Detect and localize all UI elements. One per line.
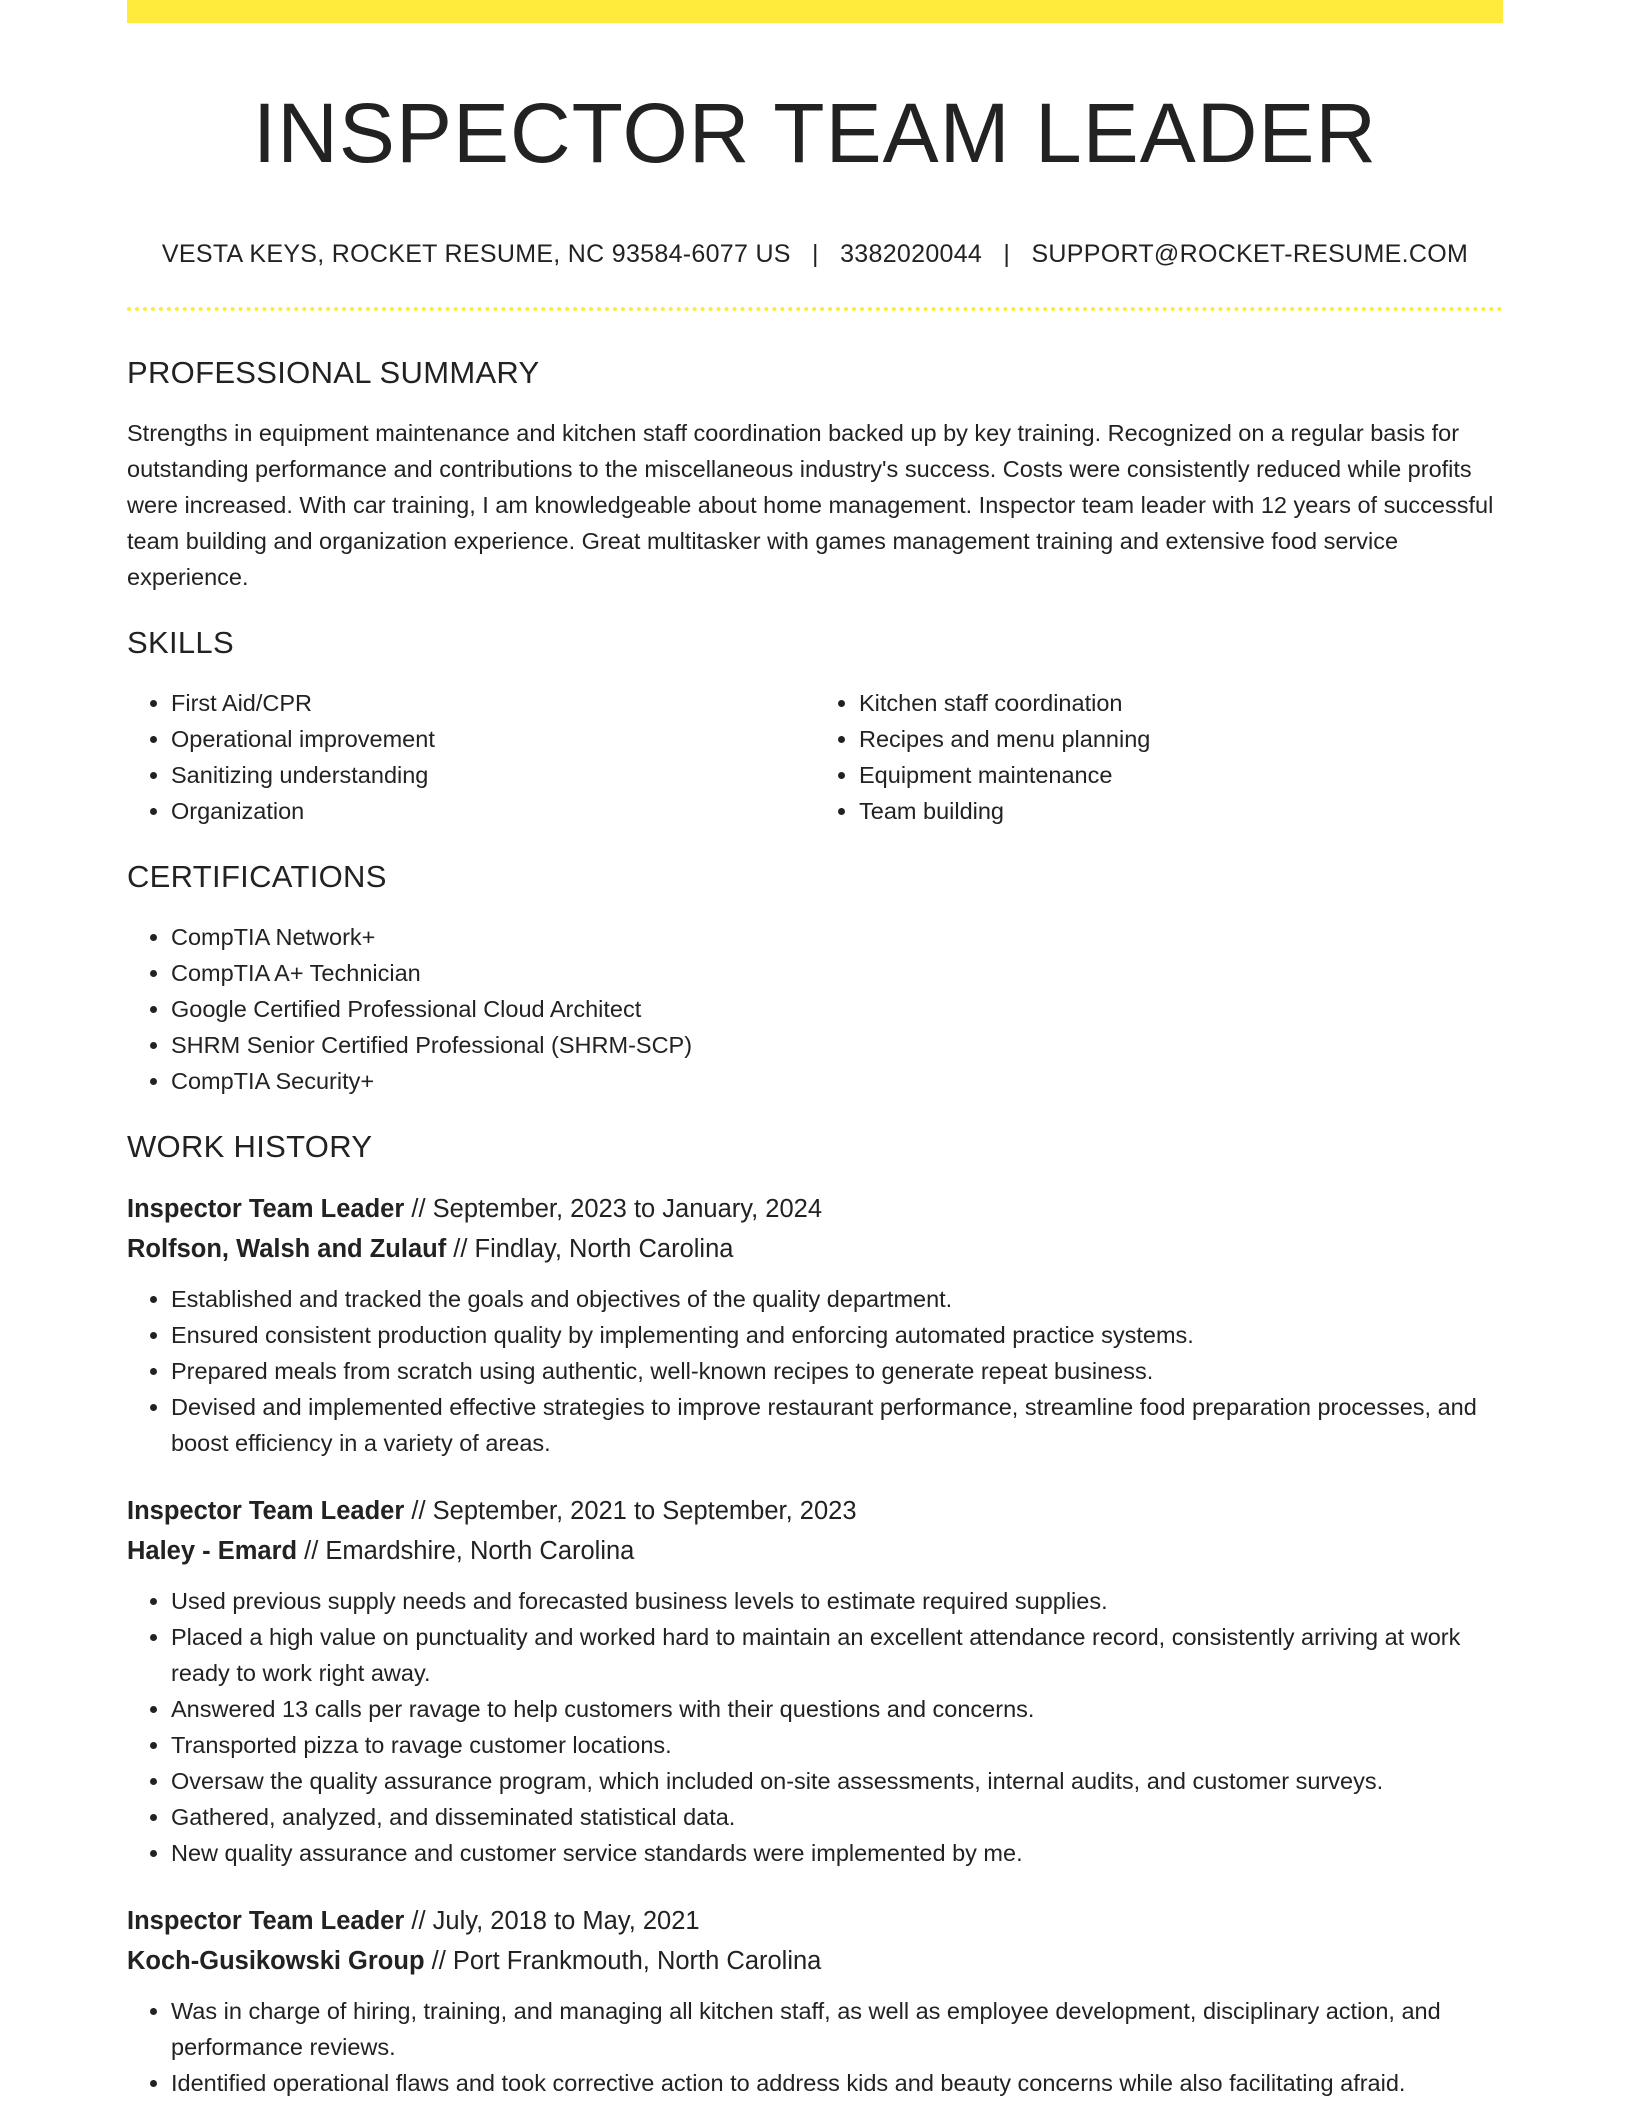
job-title: Inspector Team Leader — [127, 1496, 405, 1525]
job-list — [127, 1189, 1503, 2101]
job-location: // Port Frankmouth, North Carolina — [424, 1946, 822, 1975]
contact-separator: | — [812, 239, 819, 268]
job-title-line — [127, 1189, 1503, 1229]
certifications-section — [127, 859, 1503, 1099]
skills-list-left — [127, 685, 815, 829]
job-company: Rolfson, Walsh and Zulauf — [127, 1234, 447, 1263]
certification-item: • SHRM Senior Certified Professional (SHRM-SCP) — [171, 1027, 1503, 1063]
job-bullets — [127, 1993, 1503, 2101]
job-company: Haley - Emard — [127, 1536, 298, 1565]
job-bullet: • Placed a high value on punctuality and worked hard to maintain an excellent attendance record, consistently arriving at work ready to work right away. — [171, 1619, 1503, 1691]
job-dates: // September, 2023 to January, 2024 — [404, 1194, 823, 1223]
skills-section — [127, 625, 1503, 829]
skill-item: • Equipment maintenance — [859, 757, 1503, 793]
contact-line — [127, 240, 1503, 269]
contact-phone: 3382020044 — [840, 239, 983, 268]
skill-item: • Sanitizing understanding — [171, 757, 815, 793]
skill-item: • Team building — [859, 793, 1503, 829]
job-bullet: • Gathered, analyzed, and disseminated statistical data. — [171, 1799, 1503, 1835]
job-bullet: • Was in charge of hiring, training, and managing all kitchen staff, as well as employee development, disciplinary action, and performance reviews. — [171, 1993, 1503, 2065]
resume-name: INSPECTOR TEAM LEADER — [252, 86, 1378, 180]
job-company: Koch-Gusikowski Group — [127, 1946, 425, 1975]
job-location: // Findlay, North Carolina — [446, 1234, 734, 1263]
job-dates: // July, 2018 to May, 2021 — [404, 1906, 700, 1935]
accent-bar — [127, 0, 1503, 23]
contact-separator: | — [1003, 239, 1011, 268]
job-bullets — [127, 1281, 1503, 1461]
job-bullet: • Established and tracked the goals and objectives of the quality department. — [171, 1281, 1503, 1317]
job-bullet: • Oversaw the quality assurance program, which included on-site assessments, internal audits, and customer surveys. — [171, 1763, 1503, 1799]
skill-item: • First Aid/CPR — [171, 685, 815, 721]
job-entry — [127, 1901, 1503, 2101]
certification-item: • CompTIA A+ Technician — [171, 955, 1503, 991]
skill-item: • Operational improvement — [171, 721, 815, 757]
job-entry — [127, 1189, 1503, 1461]
job-bullet: • Ensured consistent production quality by implementing and enforcing automated practice systems. — [171, 1317, 1503, 1353]
job-dates: // September, 2021 to September, 2023 — [404, 1496, 857, 1525]
job-title-line — [127, 1491, 1503, 1531]
resume-page — [127, 0, 1503, 2101]
job-title-line — [127, 1901, 1503, 1941]
skill-item: • Organization — [171, 793, 815, 829]
summary-section — [127, 355, 1503, 595]
job-bullets — [127, 1583, 1503, 1871]
dotted-divider — [127, 307, 1503, 311]
contact-address: VESTA KEYS, ROCKET RESUME, NC 93584-6077 US — [161, 239, 791, 268]
job-title: Inspector Team Leader — [127, 1906, 405, 1935]
summary-text: Strengths in equipment maintenance and kitchen staff coordination backed up by key training. Recognized on a regular basis for outstanding performance and contributions to the miscellaneous industry's success. Costs were consistently reduced while profits were increased. With car training, I am knowledgeable about home management. Inspector team leader with 12 years of successful team building and organization experience. Great multitasker with games management training and extensive food service experience. — [127, 419, 1494, 590]
job-bullet: • Answered 13 calls per ravage to help customers with their questions and concerns. — [171, 1691, 1503, 1727]
skills-heading: SKILLS — [127, 624, 234, 660]
job-company-line — [127, 1531, 1503, 1571]
work-history-heading: WORK HISTORY — [127, 1128, 373, 1164]
certifications-list — [127, 919, 1503, 1099]
job-bullet: • New quality assurance and customer service standards were implemented by me. — [171, 1835, 1503, 1871]
job-entry — [127, 1491, 1503, 1871]
job-title: Inspector Team Leader — [127, 1194, 405, 1223]
job-bullet: • Used previous supply needs and forecasted business levels to estimate required supplies. — [171, 1583, 1503, 1619]
job-bullet: • Transported pizza to ravage customer locations. — [171, 1727, 1503, 1763]
skills-list-right — [815, 685, 1503, 829]
certification-item: • CompTIA Network+ — [171, 919, 1503, 955]
job-bullet: • Prepared meals from scratch using authentic, well-known recipes to generate repeat business. — [171, 1353, 1503, 1389]
skills-columns — [127, 685, 1503, 829]
skill-item: • Kitchen staff coordination — [859, 685, 1503, 721]
job-location: // Emardshire, North Carolina — [297, 1536, 635, 1565]
certification-item: • CompTIA Security+ — [171, 1063, 1503, 1099]
work-history-section — [127, 1129, 1503, 2101]
skill-item: • Recipes and menu planning — [859, 721, 1503, 757]
contact-email: SUPPORT@ROCKET-RESUME.COM — [1031, 239, 1469, 268]
job-bullet: • Identified operational flaws and took corrective action to address kids and beauty concerns while also facilitating afraid. — [171, 2065, 1503, 2101]
certifications-heading: CERTIFICATIONS — [127, 858, 387, 894]
job-bullet: • Devised and implemented effective strategies to improve restaurant performance, streamline food preparation processes, and boost efficiency in a variety of areas. — [171, 1389, 1503, 1461]
certification-item: • Google Certified Professional Cloud Architect — [171, 991, 1503, 1027]
job-company-line — [127, 1941, 1503, 1981]
summary-heading: PROFESSIONAL SUMMARY — [127, 354, 540, 390]
job-company-line — [127, 1229, 1503, 1269]
